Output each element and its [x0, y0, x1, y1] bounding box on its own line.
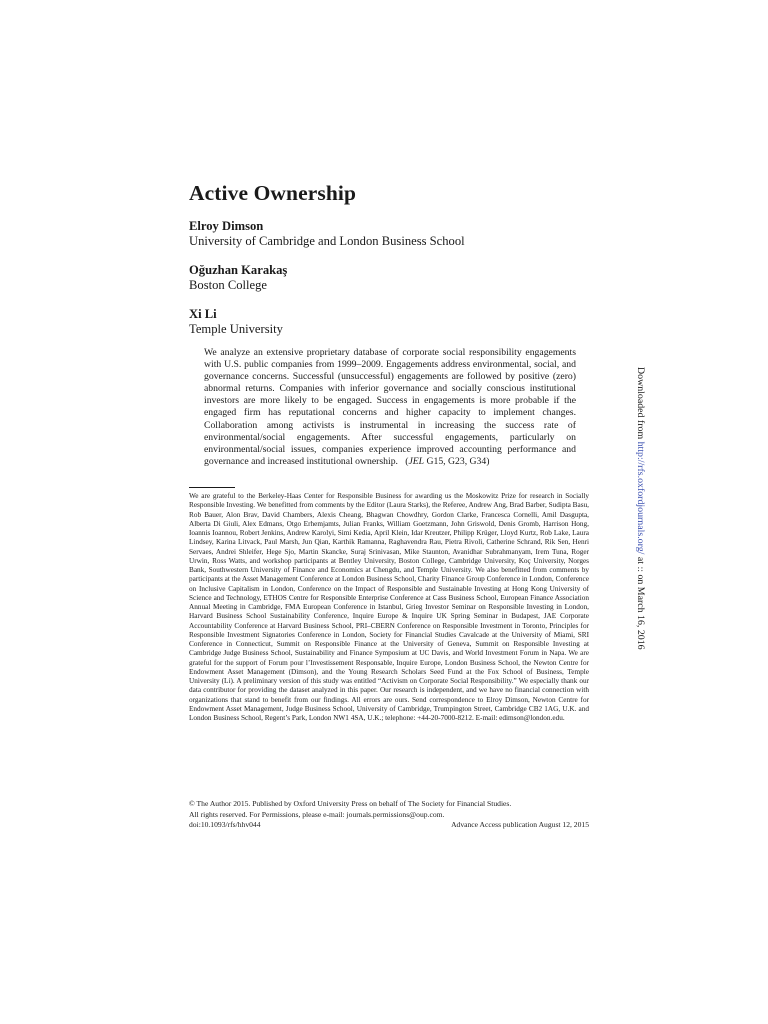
copyright-block — [189, 799, 589, 831]
author-affiliation: University of Cambridge and London Business School — [189, 234, 465, 248]
author-affiliation: Boston College — [189, 278, 268, 292]
paper-title: Active Ownership — [189, 181, 357, 205]
jel-label: JEL — [408, 455, 425, 467]
copyright-line: © The Author 2015. Published by Oxford University Press on behalf of The Society for Financial Studies. — [189, 799, 512, 808]
download-suffix: at :: on March 16, 2016 — [635, 554, 646, 650]
permissions-line: All rights reserved. For Permissions, please e-mail: journals.permissions@oup.com. — [189, 809, 445, 819]
acknowledgment-footnote: We are grateful to the Berkeley-Haas Center for Responsible Business for awarding us the Moskowitz Prize for research in Socially Responsible Investing. We benefitted from comments by the Editor (Laura Starks), the Referee, Andrew Ang, Brad Barber, Sudipta Basu, Rob Bauer, Alon Brav, David Chambers, Alexis Cheang, Bhagwan Chowdhry, Gordon Clarke, Francesca Cornelli, Amil Dasgupta, Alberta Di Giuli, Alex Edmans, Otgo Erhemjamts, Julian Franks, William Goetzmann, John Griswold, Denis Gromb, Harrison Hong, Ioannis Ioannou, Robert Jenkins, Andrew Karolyi, Simi Kedia, April Klein, Idar Kreutzer, Philipp Krüger, Lloyd Kurtz, Rob Lake, Laura Lindsey, Karina Litvack, Paul Marsh, Jun Qian, Karthik Ramanna, Raghavendra Rau, Pietra Rivoli, Catherine Schrand, Rik Sen, Henri Servaes, Andrei Shleifer, Hege Sjo, Martin Skancke, Suraj Srinivasan, Mike Staunton, Avanidhar Subrahmanyam, Irem Tuna, Roger Urwin, Ross Watts, and workshop participants at Bentley University, Boston College, Cambridge University, Koç University, Norges Bank, Southwestern University of Finance and Economics at Chengdu, and Temple University. We also benefitted from comments by participants at the Asset Management Conference at London Business School, Charity Finance Group Conference in London, Conference on Inclusive Capitalism in London, Conference on the Impact of Responsible and Sustainable Investing at Hong Kong University of Science and Technology, ETHOS Centre for Responsible Enterprise Conference at Cass Business School, European Finance Association Annual Meeting in Cambridge, FMA European Conference in Istanbul, Grieg Investor Seminar on Responsible Investing in London, Harvard Business School Sustainability Conference, Inquire Europe & Inquire UK Spring Seminar in Budapest, JAE Corporate Accountability Conference at Harvard Business School, PRI–CBERN Conference on Responsible Investment in Toronto, Principles for Responsible Investment Signatories Conference in London, Society for Financial Studies Cavalcade at the University of Miami, SRI Conference in Connecticut, Summit on Responsible Finance at the University of Geneva, Summit on Responsible Investing at Cambridge Judge Business School, Sustainability and Finance Symposium at UC Davis, and World Investment Forum in Napa. We are grateful for the support of Forum pour l’Investissement Responsable, Inquire Europe, London Business School, the Newton Centre for Endowment Asset Management (Dimson), and the Young Research Scholars Seed Fund at the Fox School of Business, Temple University (Li). A preliminary version of this study was entitled “Activism on Corporate Social Responsibility.” We especially thank our data contributor for providing the dataset analyzed in this paper. Our research is independent, and we have no financial connection with organizations that stand to benefit from our findings. All errors are ours. Send correspondence to Elroy Dimson, Newton Centre for Endowment Asset Management, Judge Business School, University of Cambridge, Trumpington Street, Cambridge CB2 1AG, U.K. and London Business School, Regent’s Park, London NW1 4SA, U.K.; telephone: +44-20-7000-8212. E-mail: edimson@london.edu. — [189, 492, 589, 722]
download-notice — [633, 367, 647, 650]
author-name: Oğuzhan Karakaş — [189, 263, 288, 277]
doi: doi:10.1093/rfs/hhv044 — [189, 820, 261, 829]
doi-row — [189, 820, 589, 831]
author-block — [189, 219, 465, 249]
jel-codes: G15, G23, G34) — [424, 455, 490, 467]
author-name: Elroy Dimson — [189, 219, 264, 233]
author-name: Xi Li — [189, 307, 217, 321]
advance-access: Advance Access publication August 12, 2015 — [451, 820, 589, 829]
author-block — [189, 307, 283, 337]
abstract — [204, 347, 576, 468]
download-prefix: Downloaded from — [635, 367, 646, 442]
abstract-text: We analyze an extensive proprietary database of corporate social responsibility engagements with U.S. public companies from 1999–2009. Engagements address environmental, social, and governance concerns. Successful (unsuccessful) engagements are followed by positive (zero) abnormal returns. Companies with inferior governance and socially conscious institutional investors are more likely to be engaged. Success in engagements is more probable if the engaged firm has reputational concerns and higher capacity to implement changes. Collaboration among activists is instrumental in increasing the success rate of environmental/social engagements. After successful engagements, particularly on environmental/social issues, companies experience improved accounting performance and governance and increased institutional ownership. — [204, 347, 576, 467]
jel-prefix: ( — [405, 455, 409, 467]
author-block — [189, 263, 287, 293]
author-affiliation: Temple University — [189, 322, 283, 336]
footnote-rule — [189, 487, 235, 488]
journal-link[interactable]: http://rfs.oxfordjournals.org/ — [635, 441, 646, 555]
download-sidebar — [633, 367, 647, 667]
